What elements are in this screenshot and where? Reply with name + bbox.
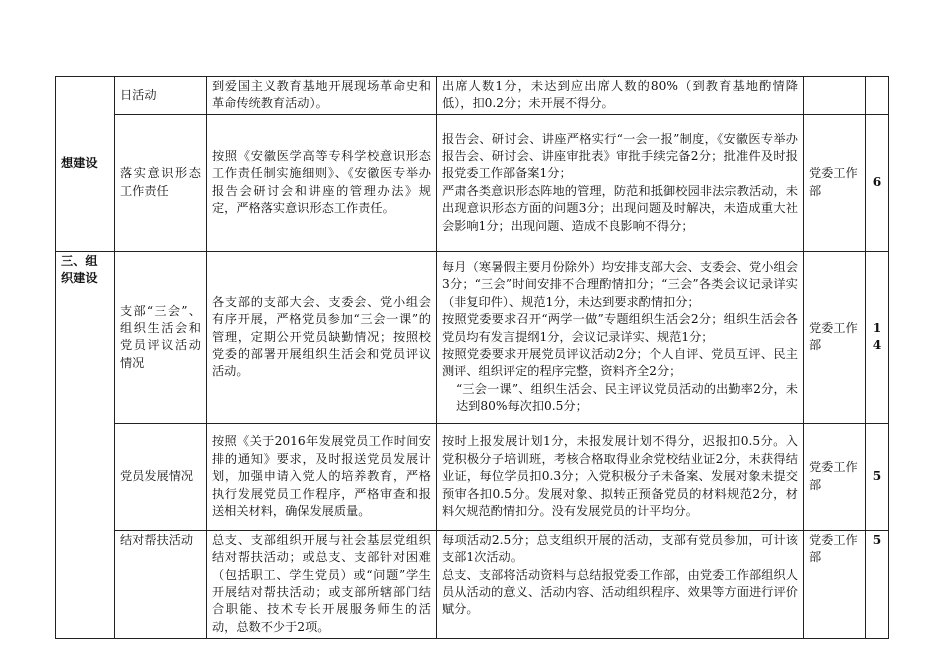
standard-text: “三会一课”、组织生活会、民主评议党员活动的出勤率2分，未达到80%每次扣0.5分； <box>456 381 798 414</box>
standard-cell <box>437 423 804 530</box>
requirement-cell <box>207 77 437 115</box>
table-row <box>56 251 889 423</box>
score-value: 6 <box>872 175 882 190</box>
item-cell <box>115 423 207 530</box>
dept-cell <box>804 423 866 530</box>
standard-text: 按照党委要求召开“两学一做”专题组织生活会2分；组织生活会各党员均有发言提纲1分，会议记录详实、规范1分； <box>442 312 798 344</box>
dept-cell <box>804 114 866 251</box>
category-cell <box>56 251 115 638</box>
evaluation-table <box>55 76 889 639</box>
dept-cell <box>804 251 866 423</box>
item-label: 党员发展情况 <box>120 469 194 484</box>
item-label: 落实意识形态工作责任 <box>120 166 201 198</box>
dept-label: 党委工作部 <box>809 532 858 565</box>
table-row <box>56 423 889 530</box>
standard-text: 按照党委要求开展党员评议活动2分；个人自评、党员互评、民主测评、组织评定的程序完整，资料齐全2分； <box>442 347 798 379</box>
standard-text: 每月（寒暑假主要月份除外）均安排支部大会、支委会、党小组会3分；“三会”时间安排不合理酌情扣分；“三会”各类会议记录详实（非复印件）、规范1分，未达到要求酌情扣分； <box>442 259 798 309</box>
score-cell <box>866 251 889 423</box>
standard-cell <box>437 530 804 638</box>
requirement-text: 按照《关于2016年发展党员工作时间安排的通知》要求，及时报送党员发展计划，加强申请入党人的培养教育，严格执行发展党员工作程序，严格审查和报送相关材料，确保发展质量。 <box>212 434 431 518</box>
item-label: 日活动 <box>120 87 157 102</box>
item-cell <box>115 251 207 423</box>
standard-text: 按时上报发展计划1分，未报发展计划不得分，迟报扣0.5分。入党积极分子培训班，考核合格取得业余党校结业证2分，未获得结业证，每位学员扣0.3分；入党积极分子未备案、发展对象未提交预审各扣0.5分。发展对象、拟转正预备党员的材料规范2分，材料欠规范酌情扣分。没有发展党员的计平均分。 <box>442 434 798 518</box>
score-value: 14 <box>872 320 882 353</box>
requirement-cell <box>207 114 437 251</box>
item-label: 结对帮扶活动 <box>120 532 194 547</box>
requirement-text: 各支部的支部大会、支委会、党小组会有序开展，严格党员参加“三会一课”的管理，定期公开党员缺勤情况；按照校党委的部署开展组织生活会和党员评议活动。 <box>212 294 431 379</box>
item-label: 支部“三会”、组织生活会和党员评议活动情况 <box>120 303 201 370</box>
score-cell <box>866 77 889 115</box>
requirement-text: 总支、支部组织开展与社会基层党组织结对帮扶活动；或总支、支部针对困难（包括职工、学生党员）或“问题”学生开展结对帮扶活动；或支部所辖部门结合职能、技术专长开展服务师生的活动，总数不少于2项。 <box>212 532 431 634</box>
dept-cell <box>804 77 866 115</box>
table-row <box>56 530 889 638</box>
requirement-cell <box>207 423 437 530</box>
standard-text: 每项活动2.5分；总支组织开展的活动，支部有党员参加，可计该支部1次活动。 <box>442 532 798 565</box>
table-row <box>56 77 889 115</box>
dept-cell <box>804 530 866 638</box>
standard-cell <box>437 77 804 115</box>
standard-cell <box>437 114 804 251</box>
table-row <box>56 114 889 251</box>
score-cell <box>866 114 889 251</box>
score-cell <box>866 423 889 530</box>
standard-text: 总支、支部将活动资料与总结报党委工作部，由党委工作部组织人员从活动的意义、活动内容、活动组织程序、效果等方面进行评价赋分。 <box>442 567 798 617</box>
dept-label: 党委工作部 <box>809 320 858 353</box>
category-cell <box>56 77 115 252</box>
category-label: 想建设 <box>61 156 98 171</box>
score-value: 5 <box>872 469 882 484</box>
standard-text: 报告会、研讨会、讲座严格实行“一会一报”制度，《安徽医专举办报告会、研讨会、讲座审批表》审批手续完备2分；批准件及时报报党委工作部备案1分； <box>442 131 798 181</box>
standard-text: 严肃各类意识形态阵地的管理，防范和抵御校园非法宗教活动，未出现意识形态方面的问题3分；出现问题及时解决，未造成重大社会影响1分；出现问题、造成不良影响不得分； <box>442 183 798 233</box>
standard-cell <box>437 251 804 423</box>
dept-label: 党委工作部 <box>809 166 858 198</box>
score-cell <box>866 530 889 638</box>
requirement-cell <box>207 251 437 423</box>
score-value: 5 <box>872 532 882 547</box>
category-label: 三、组织建设 <box>61 253 98 286</box>
standard-text: 出席人数1分，未达到应出席人数的80%（到教育基地酌情降低），扣0.2分；未开展不得分。 <box>442 79 798 111</box>
requirement-text: 按照《安徽医学高等专科学校意识形态工作责任制实施细则》、《安徽医专举办报告会研讨会和讲座的管理办法》规定，严格落实意识形态工作责任。 <box>212 149 431 216</box>
requirement-cell <box>207 530 437 638</box>
requirement-text: 到爱国主义教育基地开展现场革命史和革命传统教育活动）。 <box>212 79 431 111</box>
item-cell <box>115 114 207 251</box>
item-cell <box>115 530 207 638</box>
dept-label: 党委工作部 <box>809 460 858 492</box>
item-cell <box>115 77 207 115</box>
